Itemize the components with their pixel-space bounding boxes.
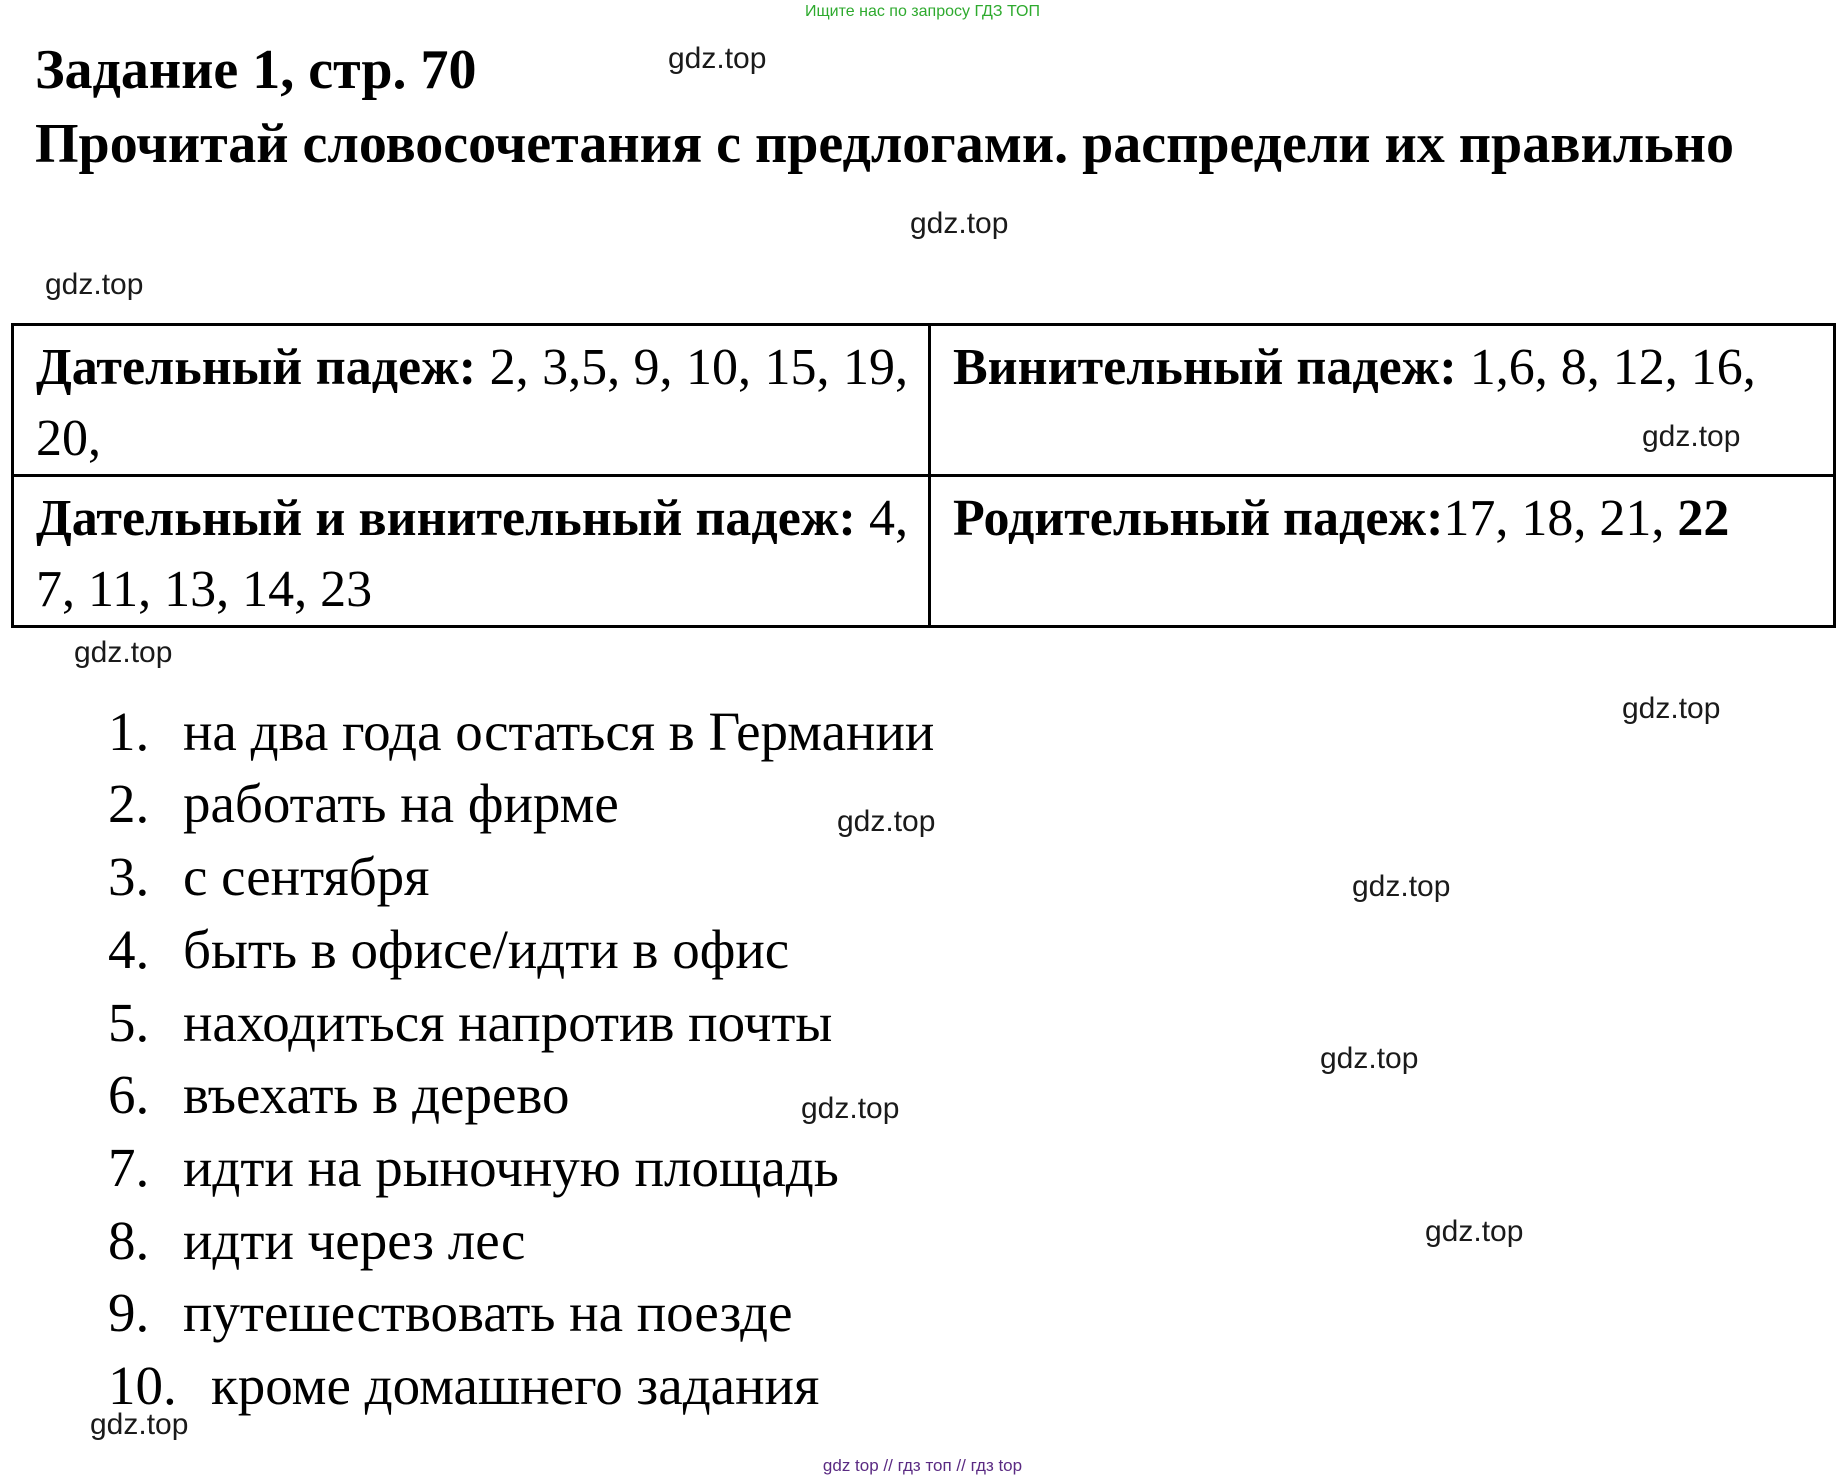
task-instruction: Прочитай словосочетания с предлогами. распредели их правильно — [35, 113, 1735, 175]
answer-table — [11, 323, 1836, 628]
page-title: Задание 1, стр. 70 — [35, 39, 477, 101]
item-text: идти через лес — [183, 1210, 526, 1271]
watermark: gdz.top — [1622, 692, 1721, 725]
dative-accusative-label: Дательный и винительный падеж: — [36, 490, 856, 547]
genitive-bold-value: 22 — [1677, 490, 1730, 547]
dative-values: 2, 3,5, 9, 10, 15, 19, 20, — [36, 339, 909, 467]
watermark: gdz.top — [668, 42, 767, 75]
watermark: gdz.top — [1320, 1042, 1419, 1075]
item-text: с сентября — [183, 846, 430, 907]
watermark: gdz.top — [910, 207, 1009, 240]
item-number: 4. — [108, 919, 150, 980]
item-number: 1. — [108, 701, 150, 762]
watermark: gdz.top — [801, 1092, 900, 1125]
watermark: gdz.top — [837, 805, 936, 838]
watermark: gdz.top — [74, 636, 173, 669]
item-text: на два года остаться в Германии — [183, 701, 935, 762]
item-number: 3. — [108, 846, 150, 907]
watermark: gdz.top — [1642, 420, 1741, 453]
item-text: идти на рыночную площадь — [183, 1137, 839, 1198]
item-text: въехать в дерево — [183, 1064, 570, 1125]
dative-label: Дательный падеж: — [36, 339, 477, 396]
watermark: gdz.top — [90, 1408, 189, 1441]
item-text: кроме домашнего задания — [211, 1355, 820, 1416]
watermark: gdz.top — [45, 268, 144, 301]
cell-dative-accusative — [13, 476, 930, 627]
item-text: находиться напротив почты — [183, 992, 833, 1053]
item-number: 10. — [108, 1355, 177, 1416]
dative-accusative-values: 4, 7, 11, 13, 14, 23 — [36, 490, 909, 618]
footer-links[interactable]: gdz top // гдз топ // гдз top — [822, 1456, 1023, 1475]
item-number: 9. — [108, 1282, 150, 1343]
item-number: 7. — [108, 1137, 150, 1198]
item-number: 8. — [108, 1210, 150, 1271]
genitive-label: Родительный падеж: — [953, 490, 1444, 547]
item-number: 6. — [108, 1064, 150, 1125]
accusative-label: Винительный падеж: — [953, 339, 1457, 396]
accusative-values: 1,6, 8, 12, 16, — [1456, 339, 1756, 396]
cell-dative — [13, 325, 930, 476]
watermark: gdz.top — [1425, 1215, 1524, 1248]
genitive-values: 17, 18, 21, — [1443, 490, 1678, 547]
watermark: gdz.top — [1352, 870, 1451, 903]
item-number: 5. — [108, 992, 150, 1053]
item-text: работать на фирме — [183, 773, 619, 834]
cell-accusative — [930, 325, 1835, 476]
item-text: быть в офисе/идти в офис — [183, 919, 790, 980]
item-text: путешествовать на поезде — [183, 1282, 793, 1343]
cell-genitive — [930, 476, 1835, 627]
item-number: 2. — [108, 773, 150, 834]
search-hint-link[interactable]: Ищите нас по запросу ГДЗ ТОП — [805, 3, 1040, 20]
